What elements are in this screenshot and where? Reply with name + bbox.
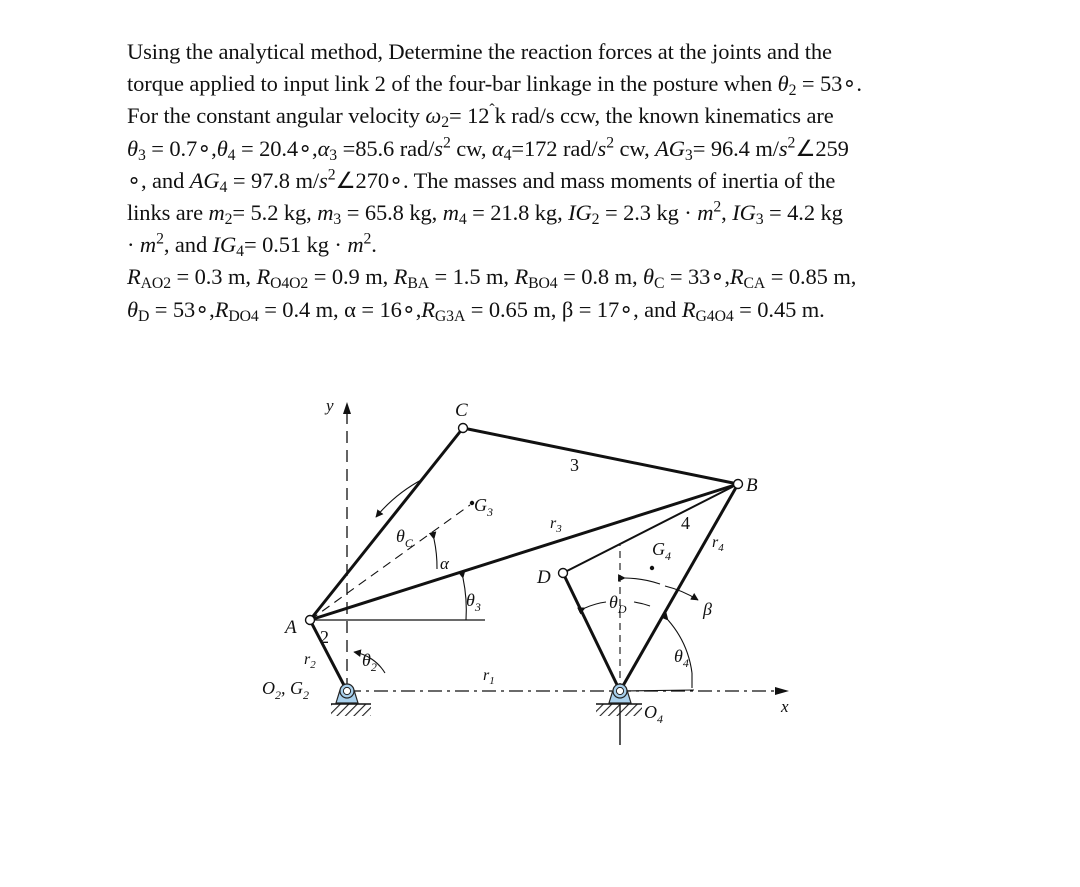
- label-beta: β: [703, 599, 712, 619]
- symbol: AG: [189, 167, 220, 193]
- text: = 1.5 m,: [429, 264, 515, 290]
- label-g4-main: G: [652, 539, 665, 559]
- superscript: ˆ: [489, 101, 495, 119]
- subscript: 4: [458, 210, 467, 228]
- symbol: R: [393, 264, 408, 290]
- text: links are: [127, 200, 209, 226]
- text: =85.6 rad/: [337, 135, 435, 161]
- pivot-o2: [336, 684, 358, 703]
- label-theta-c-main: θ: [396, 526, 405, 546]
- subscript: AO2: [140, 275, 171, 293]
- symbol: IG: [732, 200, 756, 226]
- label-g3: [474, 495, 493, 519]
- beta-arc-right: [665, 586, 698, 600]
- symbol: ω: [425, 103, 442, 129]
- subscript: 4: [236, 243, 244, 261]
- label-g2-sub: 2: [303, 688, 309, 702]
- label-r2-sub: 2: [310, 659, 316, 671]
- pivot-o4: [609, 684, 631, 703]
- subscript: O4O2: [270, 275, 309, 293]
- label-g3-main: G: [474, 495, 487, 515]
- subscript: D: [137, 307, 150, 325]
- text: torque applied to input link 2 of the four-bar linkage in the posture when: [127, 71, 773, 97]
- label-theta-c-sub: C: [404, 536, 413, 550]
- subscript: 4: [219, 178, 228, 196]
- symbol: m: [317, 200, 334, 226]
- label-r3: [550, 515, 562, 535]
- label-r1-sub: 1: [489, 675, 495, 687]
- text: = 53∘.: [796, 71, 862, 97]
- label-theta-d: [609, 592, 627, 616]
- label-theta-3-main: θ: [466, 590, 475, 610]
- text: ,: [721, 200, 733, 226]
- text: = 0.8 m,: [557, 264, 644, 290]
- label-theta-2-sub: 2: [370, 660, 377, 674]
- g4-point: [650, 566, 654, 570]
- text: = 0.65 m, β = 17∘, and: [465, 296, 682, 322]
- alpha-arc: [434, 539, 437, 569]
- superscript: 2: [156, 230, 164, 248]
- joint-b: [734, 480, 743, 489]
- label-r2: [304, 651, 316, 671]
- symbol: IG: [568, 200, 592, 226]
- label-r3-sub: 3: [556, 523, 562, 535]
- label-theta-3: [466, 590, 481, 614]
- superscript: 2: [363, 230, 372, 248]
- subscript: 3: [329, 146, 338, 164]
- label-y: y: [326, 396, 334, 415]
- label-o4-sub: 4: [657, 712, 663, 726]
- theta-d-arc-left: [585, 602, 606, 608]
- subscript: BO4: [528, 275, 558, 293]
- subscript: 3: [333, 210, 342, 228]
- symbol: θ: [127, 135, 138, 161]
- symbol: m: [347, 232, 364, 258]
- label-theta-4-sub: 4: [682, 656, 689, 670]
- text: = 20.4∘,: [235, 135, 318, 161]
- text: .: [371, 232, 377, 258]
- label-r4-main: r: [712, 534, 719, 551]
- label-o4: [644, 702, 663, 726]
- subscript: BA: [407, 275, 429, 293]
- label-theta-d-main: θ: [609, 592, 618, 612]
- text: cw,: [450, 135, 492, 161]
- text: = 96.4 m/: [692, 135, 779, 161]
- label-link-3: 3: [570, 455, 579, 475]
- text: ∠259: [795, 135, 849, 161]
- text: , and: [163, 232, 213, 258]
- label-g4: [652, 539, 671, 563]
- text: = 5.2 kg,: [232, 200, 318, 226]
- text: ∘, and: [127, 167, 190, 193]
- subscript: 2: [441, 114, 449, 132]
- text: = 0.45 m.: [733, 296, 825, 322]
- link-3-edge-cb: [463, 428, 738, 484]
- beta-arc-left: [625, 578, 660, 584]
- subscript: C: [653, 275, 665, 293]
- label-x: x: [781, 697, 789, 716]
- text: ∠270∘. The masses and mass moments of inertia of the: [335, 167, 836, 193]
- symbol: α: [491, 135, 504, 161]
- label-d: D: [537, 567, 551, 588]
- text: = 0.3 m,: [170, 264, 257, 290]
- subscript: CA: [743, 275, 766, 293]
- subscript: DO4: [228, 307, 259, 325]
- text: ·: [127, 232, 140, 258]
- text: = 2.3 kg ·: [599, 200, 698, 226]
- subscript: 4: [227, 146, 236, 164]
- y-axis-arrow: [343, 402, 351, 414]
- symbol: IG: [212, 232, 237, 258]
- text: = 0.9 m,: [308, 264, 394, 290]
- symbol: m: [208, 200, 225, 226]
- text: Using the analytical method, Determine the reaction forces at the joints and the: [127, 39, 832, 64]
- label-g2-main: , G: [281, 678, 303, 698]
- symbol: s: [778, 135, 788, 161]
- label-b: B: [746, 475, 758, 496]
- symbol: θ: [127, 296, 138, 322]
- symbol: α: [317, 135, 330, 161]
- symbol: AG: [655, 135, 685, 161]
- symbol: R: [421, 296, 435, 322]
- subscript: 3: [755, 210, 764, 228]
- label-theta-4-main: θ: [674, 646, 683, 666]
- label-link-4: 4: [681, 513, 690, 533]
- ground-hatch-o2: [331, 704, 371, 716]
- superscript: 2: [606, 133, 614, 151]
- symbol: θ: [777, 71, 789, 97]
- subscript: 2: [788, 82, 797, 100]
- text: = 4.2 kg: [763, 200, 843, 226]
- text: =172 rad/: [511, 135, 598, 161]
- label-theta-c: [396, 526, 414, 550]
- symbol: θ: [216, 135, 228, 161]
- label-link-2: 2: [320, 627, 329, 647]
- symbol: R: [256, 264, 271, 290]
- label-g3-sub: 3: [487, 505, 493, 519]
- label-theta-2-main: θ: [362, 650, 371, 670]
- label-o2-g2: [262, 678, 309, 702]
- theta-d-arc-right: [634, 602, 650, 606]
- text: = 0.85 m,: [765, 264, 857, 290]
- subscript: G4O4: [695, 307, 734, 325]
- symbol: m: [139, 232, 157, 258]
- label-r1: [483, 667, 495, 687]
- label-r3-main: r: [550, 515, 557, 532]
- subscript: 4: [503, 146, 512, 164]
- symbol: R: [729, 264, 744, 290]
- joint-d: [559, 569, 568, 578]
- text: = 12: [448, 103, 490, 129]
- label-alpha: α: [440, 554, 449, 573]
- symbol: R: [127, 264, 141, 290]
- label-o4-main: O: [644, 702, 657, 722]
- text: = 21.8 kg,: [466, 200, 569, 226]
- text: = 65.8 kg,: [341, 200, 443, 226]
- symbol: m: [697, 200, 714, 226]
- symbol: s: [319, 167, 328, 193]
- label-theta-3-sub: 3: [474, 600, 481, 614]
- label-theta-2: [362, 650, 377, 674]
- symbol: θ: [643, 264, 654, 290]
- text: k rad/s ccw, the known kinematics are: [494, 103, 834, 129]
- text: = 0.4 m, α = 16∘,: [258, 296, 422, 322]
- text: = 0.51 kg ·: [243, 232, 348, 258]
- symbol: R: [514, 264, 529, 290]
- ground-hatch-o4: [596, 704, 642, 716]
- subscript: 2: [224, 210, 233, 228]
- x-axis-arrow: [775, 687, 789, 695]
- superscript: 2: [327, 166, 336, 184]
- label-g4-sub: 4: [665, 549, 671, 563]
- symbol: s: [434, 135, 443, 161]
- text: For the constant angular velocity: [127, 103, 420, 129]
- link-4-edge-do4: [563, 573, 620, 691]
- superscript: 2: [787, 133, 796, 151]
- label-a: A: [285, 617, 297, 638]
- symbol: R: [681, 296, 696, 322]
- text: = 33∘,: [664, 264, 730, 290]
- subscript: 3: [137, 146, 146, 164]
- subscript: G3A: [434, 307, 466, 325]
- label-c: C: [455, 400, 468, 421]
- subscript: 3: [684, 146, 693, 164]
- symbol: m: [442, 200, 459, 226]
- symbol: s: [597, 135, 607, 161]
- text: = 0.7∘,: [145, 135, 217, 161]
- subscript: 2: [591, 210, 600, 228]
- label-r4: [712, 534, 724, 554]
- text: = 53∘,: [149, 296, 215, 322]
- joint-c: [459, 424, 468, 433]
- joint-a: [306, 616, 315, 625]
- symbol: R: [214, 296, 229, 322]
- label-o2-main: O: [262, 678, 275, 698]
- label-o2-sub: 2: [275, 688, 281, 702]
- superscript: 2: [442, 133, 451, 151]
- label-r2-main: r: [304, 651, 311, 668]
- text: cw,: [613, 135, 656, 161]
- label-r1-main: r: [483, 667, 490, 684]
- text: = 97.8 m/: [227, 167, 320, 193]
- label-theta-d-sub: D: [617, 602, 627, 616]
- label-r4-sub: 4: [718, 542, 724, 554]
- link-3-edge-ac: [310, 428, 463, 620]
- superscript: 2: [713, 198, 722, 216]
